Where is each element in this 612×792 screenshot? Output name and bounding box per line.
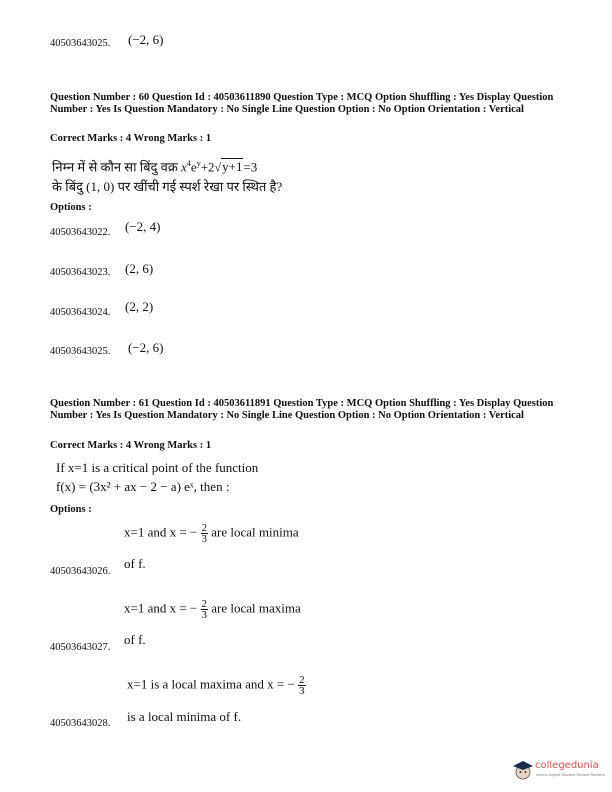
graduation-cap-icon bbox=[512, 759, 534, 781]
fraction bbox=[201, 523, 209, 544]
math-sqrt: y+1 bbox=[222, 159, 243, 175]
fraction-denominator: 3 bbox=[201, 609, 208, 621]
option-text bbox=[127, 675, 306, 696]
option-id: 40503643026. bbox=[50, 566, 111, 577]
logo-brand: collegedunia bbox=[535, 760, 599, 771]
collegedunia-logo bbox=[512, 757, 604, 783]
option-id: 40503643023. bbox=[50, 267, 111, 278]
option-text: (2, 6) bbox=[125, 261, 154, 276]
option-text bbox=[124, 599, 301, 620]
option-id: 40503643025. bbox=[50, 38, 111, 49]
stem-line-2: f(x) = (3x² + ax − 2 − a) eˣ, then : bbox=[56, 479, 230, 494]
math-exp: y bbox=[196, 159, 201, 168]
fraction-numerator: 2 bbox=[201, 598, 208, 610]
option-suffix: are local maxima bbox=[211, 600, 301, 616]
option-text: (2, 2) bbox=[125, 299, 154, 314]
option-text-line-2: of f. bbox=[124, 632, 146, 647]
math-x: x bbox=[181, 159, 187, 175]
option-text: (−2, 4) bbox=[125, 219, 161, 234]
fraction-denominator: 3 bbox=[299, 685, 305, 697]
stem-line-2: के बिंदु (1, 0) पर खींची गई स्पर्श रेखा पर स्थित है? bbox=[52, 179, 283, 195]
fraction bbox=[201, 599, 209, 620]
question-60-marks: Correct Marks : 4 Wrong Marks : 1 bbox=[50, 133, 212, 144]
options-label: Options : bbox=[50, 504, 92, 515]
option-id: 40503643024. bbox=[50, 307, 111, 318]
fraction bbox=[298, 675, 306, 696]
option-id: 40503643028. bbox=[50, 718, 111, 729]
option-suffix: are local minima bbox=[211, 524, 299, 540]
stem-line-1: निम्न में से कौन सा बिंदु वक्र $x^4e^y+2√y+1=3$ bbox=[52, 159, 258, 175]
option-text bbox=[124, 523, 299, 544]
fraction-numerator: 2 bbox=[299, 674, 305, 686]
math-eq: =3 bbox=[243, 159, 258, 175]
stem-line-1: If x=1 is a critical point of the function bbox=[56, 460, 259, 475]
math-e: e bbox=[190, 159, 197, 175]
logo-tagline: India's largest Student Review Platform bbox=[536, 773, 605, 777]
question-60-meta: Question Number : 60 Question Id : 40503611890 Question Type : MCQ Option Shuffling : Yes Display Question Number : Yes Is Question Mandatory : No Single Line Question Option : No Option Orientation : Vertical bbox=[50, 92, 554, 115]
option-text: (−2, 6) bbox=[128, 32, 164, 47]
question-60-stem bbox=[52, 154, 282, 196]
math-plus: +2 bbox=[200, 159, 215, 175]
math-exp: 4 bbox=[186, 159, 191, 168]
question-61-marks: Correct Marks : 4 Wrong Marks : 1 bbox=[50, 440, 212, 451]
option-id: 40503643025. bbox=[50, 346, 111, 357]
option-prefix: x=1 is a local maxima and x = − bbox=[127, 676, 295, 692]
question-61-meta: Question Number : 61 Question Id : 40503611891 Question Type : MCQ Option Shuffling : Yes Display Question Number : Yes Is Question Mandatory : No Single Line Question Option : No Option Orientation : Vertical bbox=[50, 398, 554, 421]
option-text: (−2, 6) bbox=[128, 340, 164, 355]
option-text-line-2: of f. bbox=[124, 556, 146, 571]
stem-text: निम्न में से कौन सा बिंदु वक्र bbox=[52, 159, 182, 175]
option-prefix: x=1 and x = − bbox=[124, 600, 198, 616]
fraction-denominator: 3 bbox=[201, 533, 208, 545]
question-61-stem bbox=[56, 458, 258, 496]
option-id: 40503643027. bbox=[50, 642, 111, 653]
option-text-line-2: is a local minima of f. bbox=[127, 709, 242, 724]
option-prefix: x=1 and x = − bbox=[124, 524, 198, 540]
option-id: 40503643022. bbox=[50, 227, 111, 238]
options-label: Options : bbox=[50, 202, 92, 213]
fraction-numerator: 2 bbox=[201, 522, 208, 534]
